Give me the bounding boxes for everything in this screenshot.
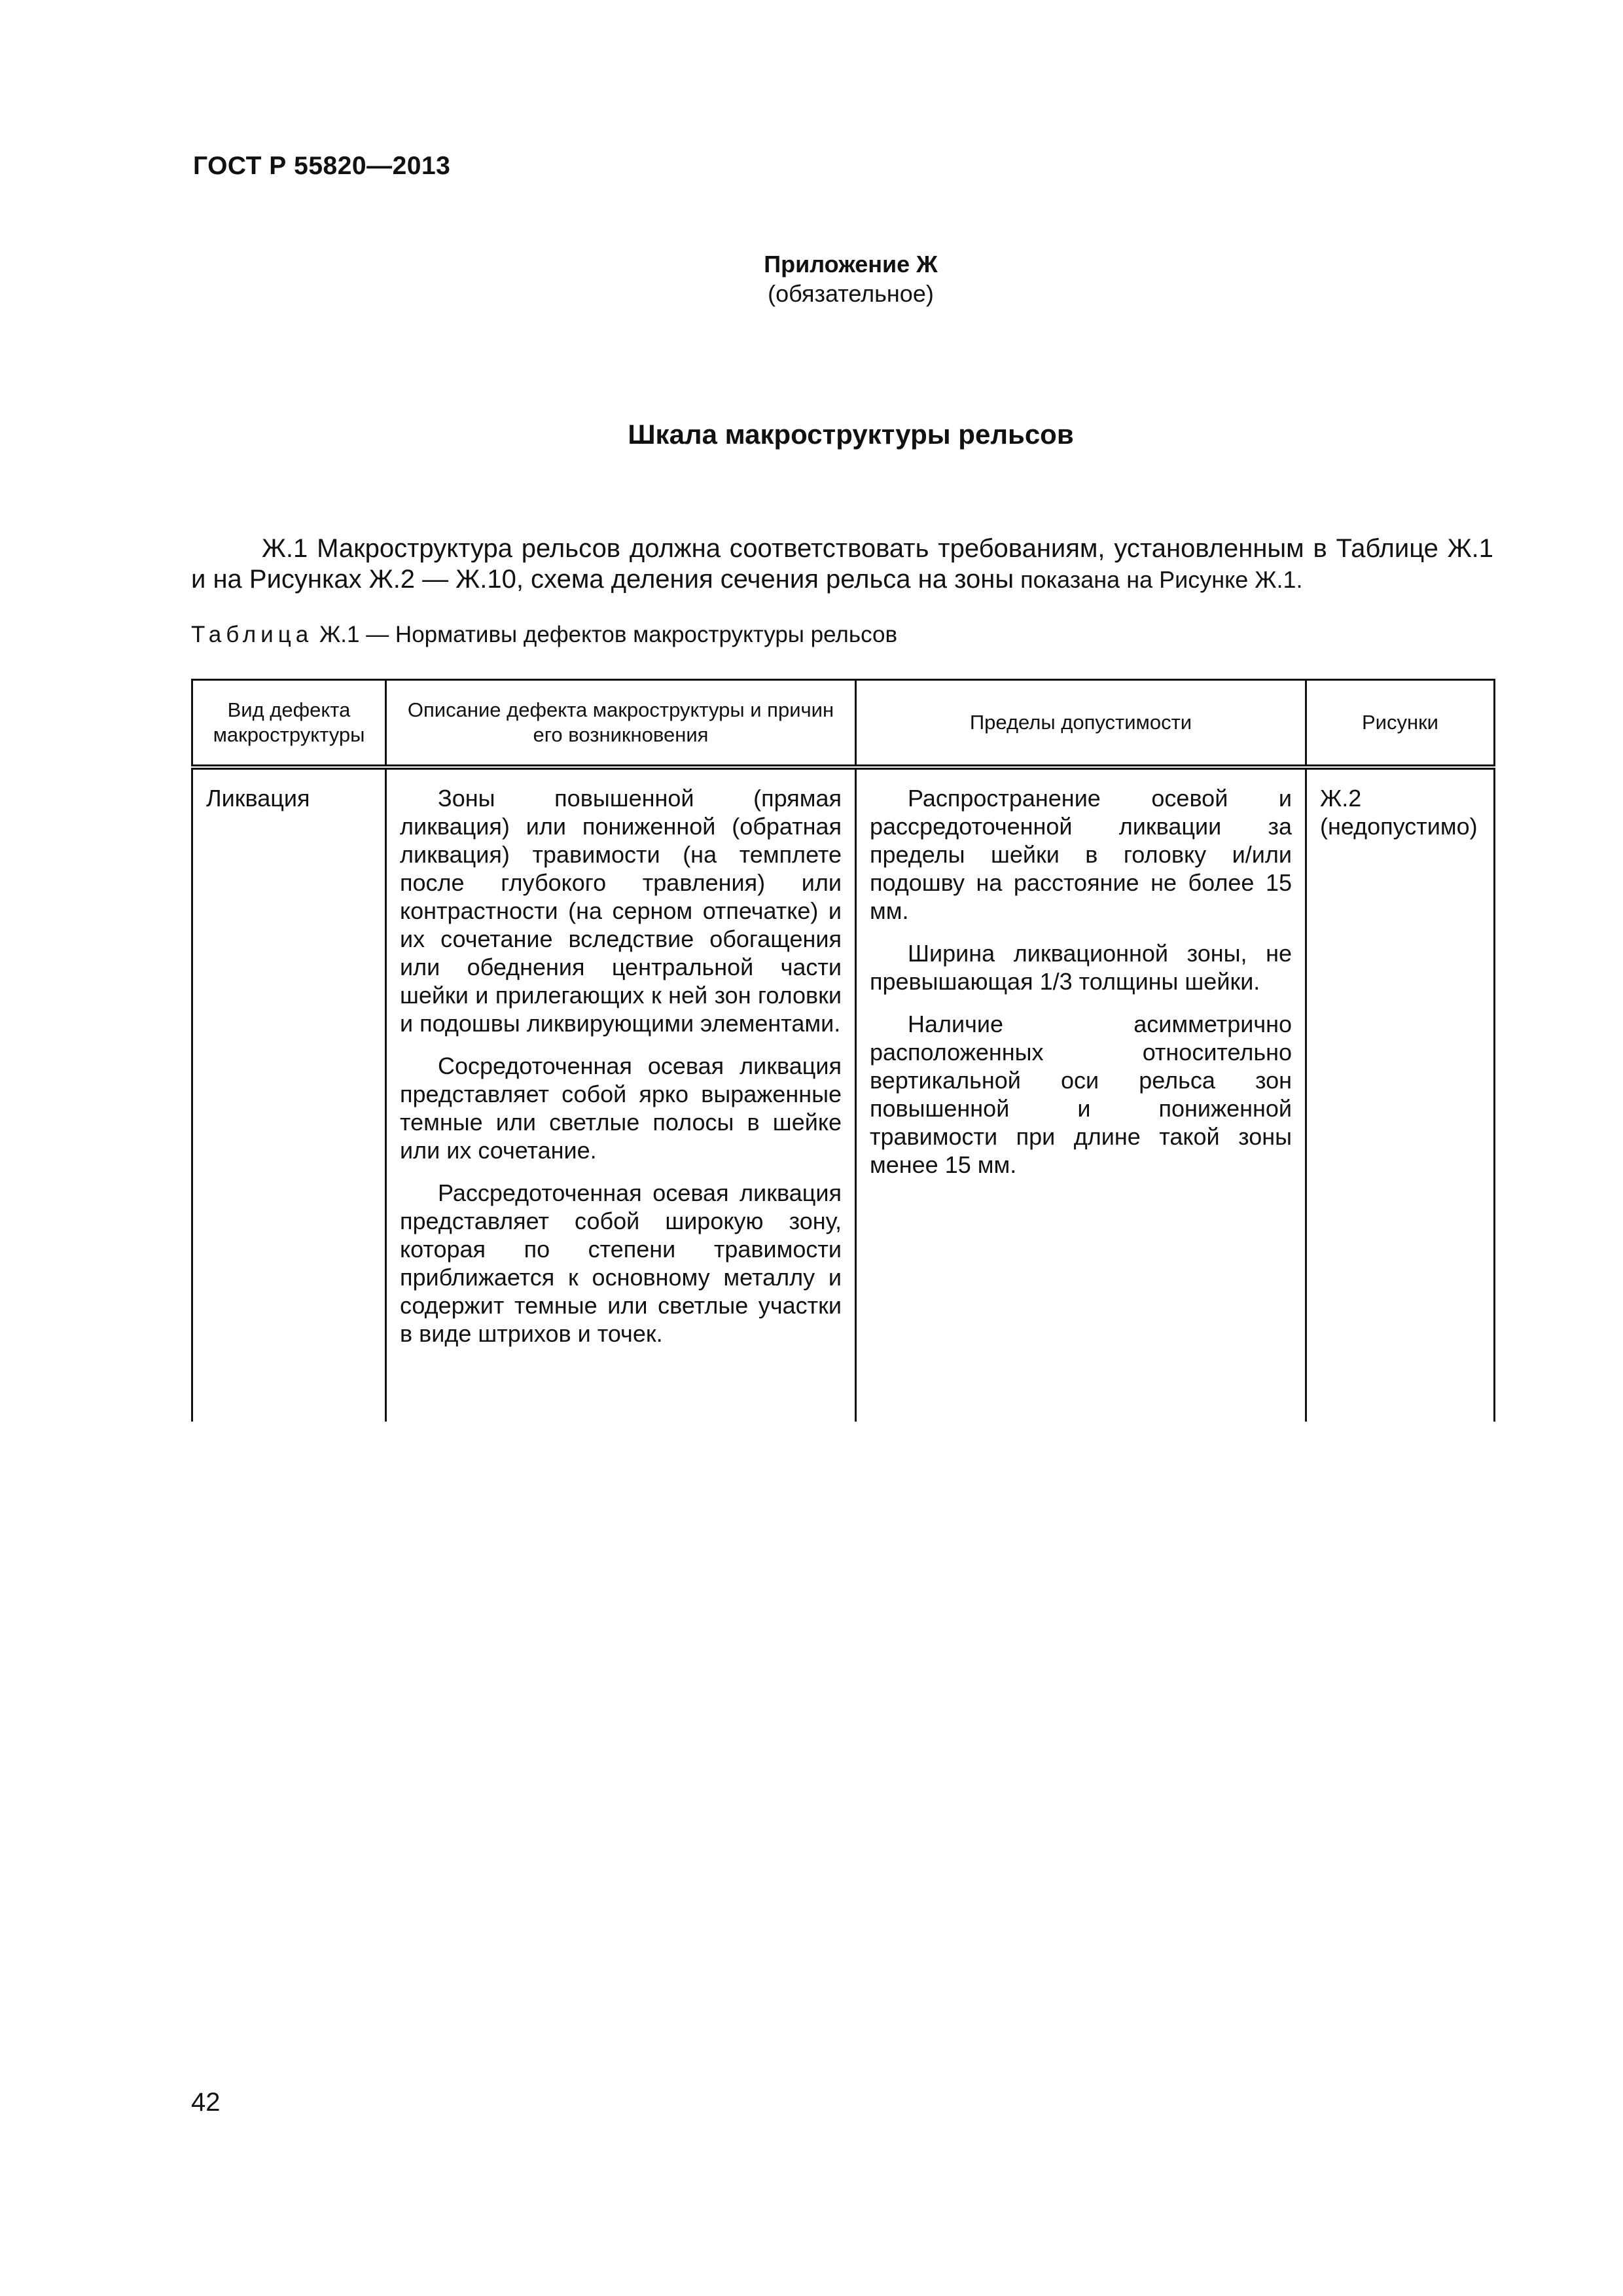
header-limits: Пределы допустимости: [856, 680, 1306, 768]
table-caption: [191, 622, 897, 648]
page-title: Шкала макроструктуры рельсов: [628, 419, 1074, 450]
cell-limits: [856, 767, 1306, 1422]
annex-title: Приложение Ж: [764, 251, 938, 278]
table-caption-text: Ж.1 — Нормативы дефектов макроструктуры рельсов: [313, 622, 898, 647]
limits-paragraph: Наличие асимметрично расположенных относительно вертикальной оси рельса зон повышенной и пониженной травимости при длине такой зоны менее 15 мм.: [870, 1011, 1292, 1178]
page-number: 42: [191, 2088, 221, 2117]
header-figures: Рисунки: [1306, 680, 1495, 768]
annex-status: (обязательное): [768, 280, 934, 307]
cell-description: [386, 767, 856, 1422]
intro-paragraph: [191, 533, 1493, 595]
table-caption-label: Таблица: [191, 622, 313, 647]
cell-figures: Ж.2 (недопустимо): [1306, 767, 1495, 1422]
limits-paragraph: Ширина ликвационной зоны, не превышающая 1/3 толщины шейки.: [870, 940, 1292, 995]
table-header-row: [192, 680, 1495, 768]
header-description: Описание дефекта макроструктуры и причин его возникновения: [386, 680, 856, 768]
intro-text: Ж.1 Макроструктура рельсов должна соответствовать требованиям, установленным в Таблице Ж.1 и на Рисунках Ж.2 — Ж.10, схема деления сечения рельса на зоны: [191, 534, 1493, 594]
intro-text-tail: показана на Рисунке Ж.1.: [1014, 566, 1303, 593]
defects-table: [191, 679, 1495, 1422]
limits-paragraph: Распространение осевой и рассредоточенной ликвации за пределы шейки в головку и/или подошву на расстояние не более 15 мм.: [870, 785, 1292, 924]
description-paragraph: Зоны повышенной (прямая ликвация) или пониженной (обратная ликвация) травимости (на темплете после глубокого травления) или контрастности (на серном отпечатке) и их сочетание вследствие обогащения или обеднения центральной части шейки и прилегающих к ней зон головки и подошвы ликвирующими элементами.: [400, 785, 842, 1037]
cell-defect-type: Ликвация: [192, 767, 386, 1422]
description-paragraph: Сосредоточенная осевая ликвация представляет собой ярко выраженные темные или светлые полосы в шейке или их сочетание.: [400, 1052, 842, 1164]
description-paragraph: Рассредоточенная осевая ликвация представляет собой широкую зону, которая по степени травимости приближается к основному металлу и содержит темные или светлые участки в виде штрихов и точек.: [400, 1179, 842, 1347]
document-code: ГОСТ Р 55820—2013: [193, 152, 451, 180]
header-defect-type: Вид дефекта макроструктуры: [192, 680, 386, 768]
table-row: [192, 767, 1495, 1422]
